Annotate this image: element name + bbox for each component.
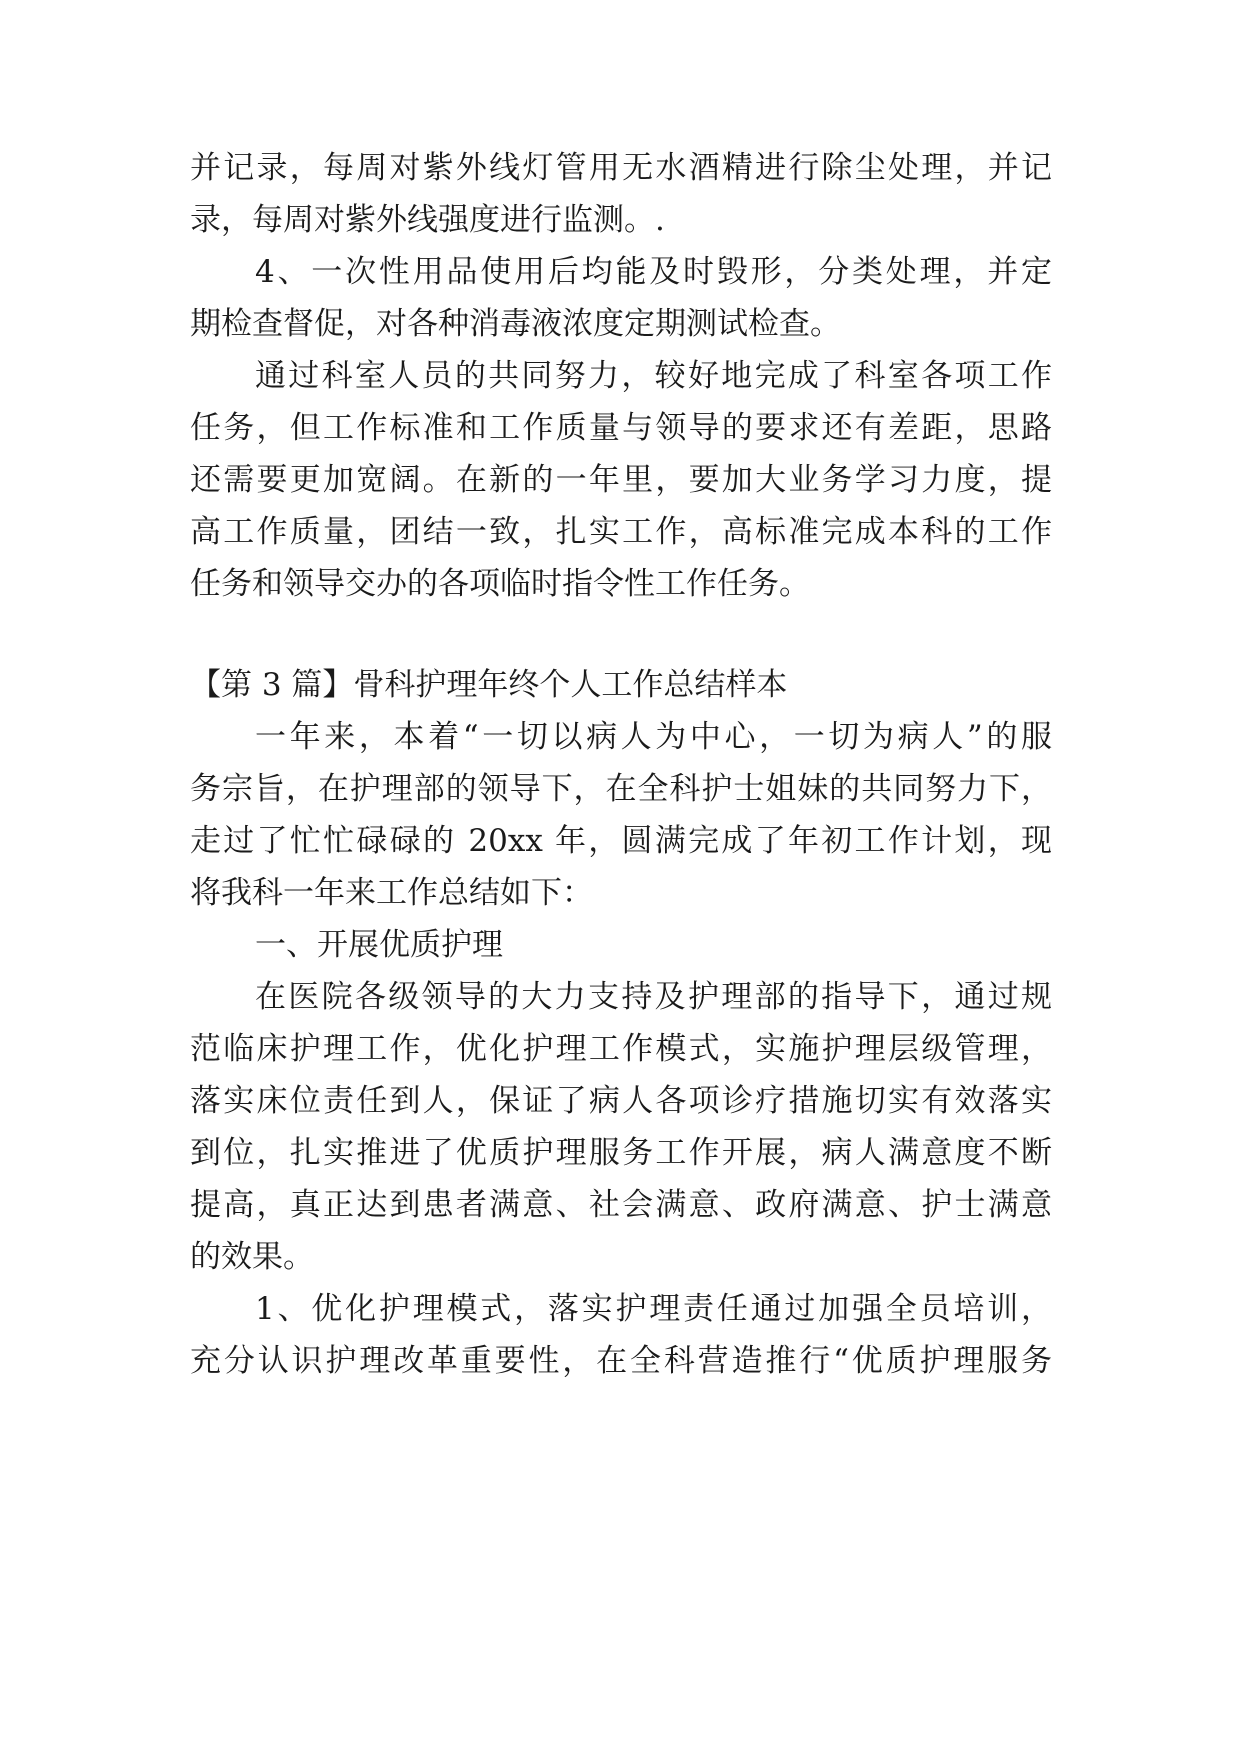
body-text-line: 期检查督促，对各种消毒液浓度定期测试检查。: [190, 306, 841, 342]
body-text-line: 任务和领导交办的各项临时指令性工作任务。: [190, 566, 810, 602]
body-text-line: 务宗旨，在护理部的领导下，在全科护士姐妹的共同努力下，: [190, 771, 1052, 807]
body-text-line: 充分认识护理改革重要性，在全科营造推行“优质护理服务: [190, 1343, 1052, 1379]
body-text-line: 提高，真正达到患者满意、社会满意、政府满意、护士满意: [190, 1187, 1052, 1223]
body-text-line: 并记录，每周对紫外线灯管用无水酒精进行除尘处理，并记: [190, 150, 1052, 186]
body-text-line: 在医院各级领导的大力支持及护理部的指导下，通过规: [255, 979, 1052, 1015]
body-text-line: 的效果。: [190, 1239, 314, 1275]
section-heading: 【第 3 篇】骨科护理年终个人工作总结样本: [190, 667, 788, 703]
body-text-line: 录，每周对紫外线强度进行监测。.: [190, 202, 665, 238]
body-text-line: 还需要更加宽阔。在新的一年里，要加大业务学习力度，提: [190, 462, 1052, 498]
body-text-line: 一年来，本着“一切以病人为中心，一切为病人”的服: [255, 719, 1052, 755]
body-text-line: 1、优化护理模式，落实护理责任通过加强全员培训，: [255, 1291, 1052, 1327]
body-text-line: 范临床护理工作，优化护理工作模式，实施护理层级管理，: [190, 1031, 1052, 1067]
body-text-line: 走过了忙忙碌碌的 20xx 年，圆满完成了年初工作计划，现: [190, 823, 1052, 859]
body-text-line: 到位，扎实推进了优质护理服务工作开展，病人满意度不断: [190, 1135, 1052, 1171]
body-text-line: 高工作质量，团结一致，扎实工作，高标准完成本科的工作: [190, 514, 1052, 550]
subheading: 一、开展优质护理: [255, 927, 503, 963]
body-text-line: 落实床位责任到人，保证了病人各项诊疗措施切实有效落实: [190, 1083, 1052, 1119]
body-text-line: 通过科室人员的共同努力，较好地完成了科室各项工作: [255, 358, 1052, 394]
body-text-line: 4、一次性用品使用后均能及时毁形，分类处理，并定: [255, 254, 1052, 290]
body-text-line: 将我科一年来工作总结如下：: [190, 875, 593, 911]
body-text-line: 任务，但工作标准和工作质量与领导的要求还有差距，思路: [190, 410, 1052, 446]
